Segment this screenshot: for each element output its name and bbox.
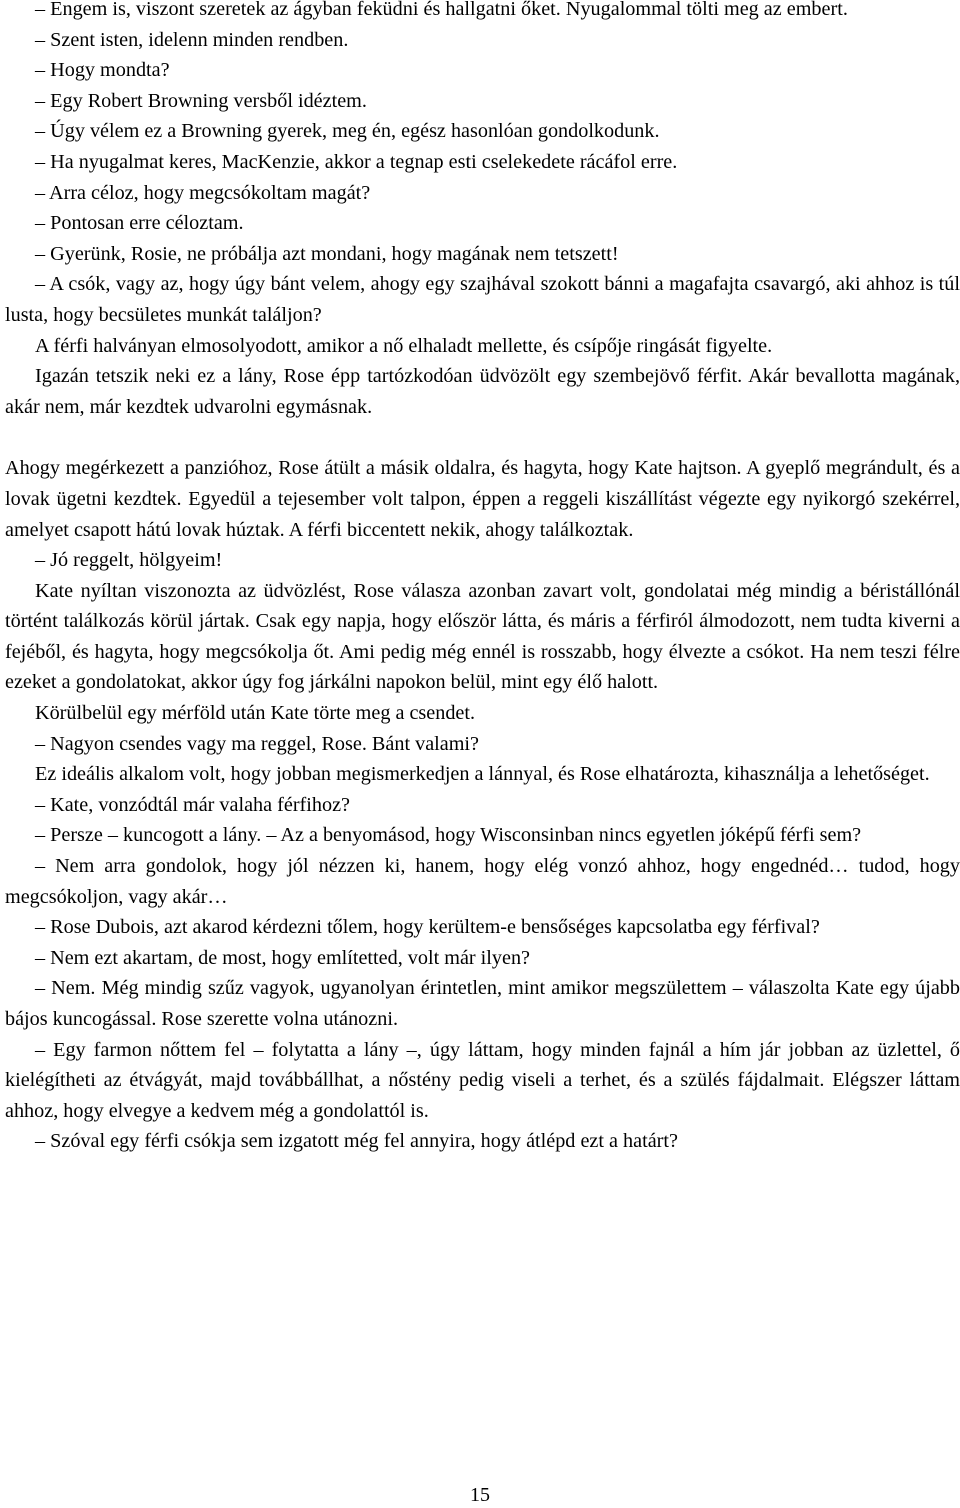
- paragraph: – Pontosan erre céloztam.: [35, 212, 244, 235]
- paragraph: – Nem arra gondolok, hogy jól nézzen ki, hanem, hogy elég vonzó ahhoz, hogy engednéd… tudod, hogy megcsókoljon, vagy akár…: [5, 855, 960, 908]
- paragraph: Ez ideális alkalom volt, hogy jobban megismerkedjen a lánnyal, és Rose elhatározta, kihasználja a lehetőséget.: [35, 763, 930, 786]
- paragraph: – Jó reggelt, hölgyeim!: [35, 549, 223, 572]
- paragraph: Kate nyíltan viszonozta az üdvözlést, Rose válasza azonban zavart volt, gondolatai még mindig a béristállónál történt találkozás körül jártak. Csak egy napja, hogy először látta, és máris a férfiról álmodozott, nem tudta kiverni a fejéből, és hagyta, hogy megcsókolja őt. Ami pedig még ennél is rosszabb, hogy élvezte a csókot. Ha nem teszi félre ezeket a gondolatokat, akkor úgy fog járkálni napokon belül, mint egy élő halott.: [5, 579, 960, 694]
- paragraph: – Úgy vélem ez a Browning gyerek, meg én, egész hasonlóan gondolkodunk.: [35, 120, 660, 143]
- paragraph: – Szent isten, idelenn minden rendben.: [35, 28, 349, 51]
- paragraph: Ahogy megérkezett a panzióhoz, Rose átült a másik oldalra, és hagyta, hogy Kate hajtson. A gyeplő megrándult, és a lovak ügetni kezdtek. Egyedül a tejesember volt talpon, éppen a reggeli kiszállítást végezte egy nyikorgó szekérrel, amelyet csapott hátú lovak húztak. A férfi biccentett nekik, ahogy találkoztak.: [5, 457, 960, 541]
- paragraph: – Egy Robert Browning versből idéztem.: [35, 89, 367, 112]
- paragraph: – Egy farmon nőttem fel – folytatta a lány –, úgy láttam, hogy minden fajnál a hím jár jobban az üzlettel, ő kielégítheti az étvágyát, majd továbbállhat, a nőstény pedig viseli a terhet, és a szülés fájdalmait. Elégszer láttam ahhoz, hogy elvegye a kedvem még a gondolattól is.: [5, 1038, 960, 1122]
- paragraph: – Nem. Még mindig szűz vagyok, ugyanolyan érintetlen, mint amikor megszülettem – válaszolta Kate egy újabb bájos kuncogással. Rose szerette volna utánozni.: [5, 977, 960, 1030]
- paragraph: – Ha nyugalmat keres, MacKenzie, akkor a tegnap esti cselekedete rácáfol erre.: [35, 150, 678, 173]
- paragraph: – Hogy mondta?: [35, 59, 170, 82]
- paragraph: – Engem is, viszont szeretek az ágyban feküdni és hallgatni őket. Nyugalommal tölti meg az embert.: [35, 0, 848, 20]
- paragraph: – A csók, vagy az, hogy úgy bánt velem, ahogy egy szajhával szokott bánni a magafajta csavargó, aki ahhoz is túl lusta, hogy becsületes munkát találjon?: [5, 273, 960, 326]
- paragraph: – Rose Dubois, azt akarod kérdezni tőlem, hogy kerültem-e bensőséges kapcsolatba egy férfival?: [35, 916, 820, 939]
- paragraph: A férfi halványan elmosolyodott, amikor a nő elhaladt mellette, és csípője ringását figyelte.: [35, 334, 773, 357]
- paragraph: – Szóval egy férfi csókja sem izgatott még fel annyira, hogy átlépd ezt a határt?: [35, 1130, 678, 1153]
- paragraph: – Nagyon csendes vagy ma reggel, Rose. Bánt valami?: [35, 732, 479, 755]
- paragraph: – Nem ezt akartam, de most, hogy említetted, volt már ilyen?: [35, 946, 531, 969]
- paragraph: Igazán tetszik neki ez a lány, Rose épp tartózkodóan üdvözölt egy szembejövő férfit. Akár bevallotta magának, akár nem, már kezdtek udvarolni egymásnak.: [5, 365, 960, 418]
- paragraph: – Gyerünk, Rosie, ne próbálja azt mondani, hogy magának nem tetszett!: [35, 242, 619, 265]
- paragraph: – Arra céloz, hogy megcsókoltam magát?: [35, 181, 371, 204]
- page-number: 15: [470, 1484, 490, 1506]
- scene-break: [5, 422, 960, 453]
- paragraph: – Persze – kuncogott a lány. – Az a benyomásod, hogy Wisconsinban nincs egyetlen jóképű férfi sem?: [35, 824, 862, 847]
- paragraph: – Kate, vonzódtál már valaha férfihoz?: [35, 793, 350, 816]
- paragraph: Körülbelül egy mérföld után Kate törte meg a csendet.: [35, 702, 476, 725]
- body-text: [5, 0, 960, 1157]
